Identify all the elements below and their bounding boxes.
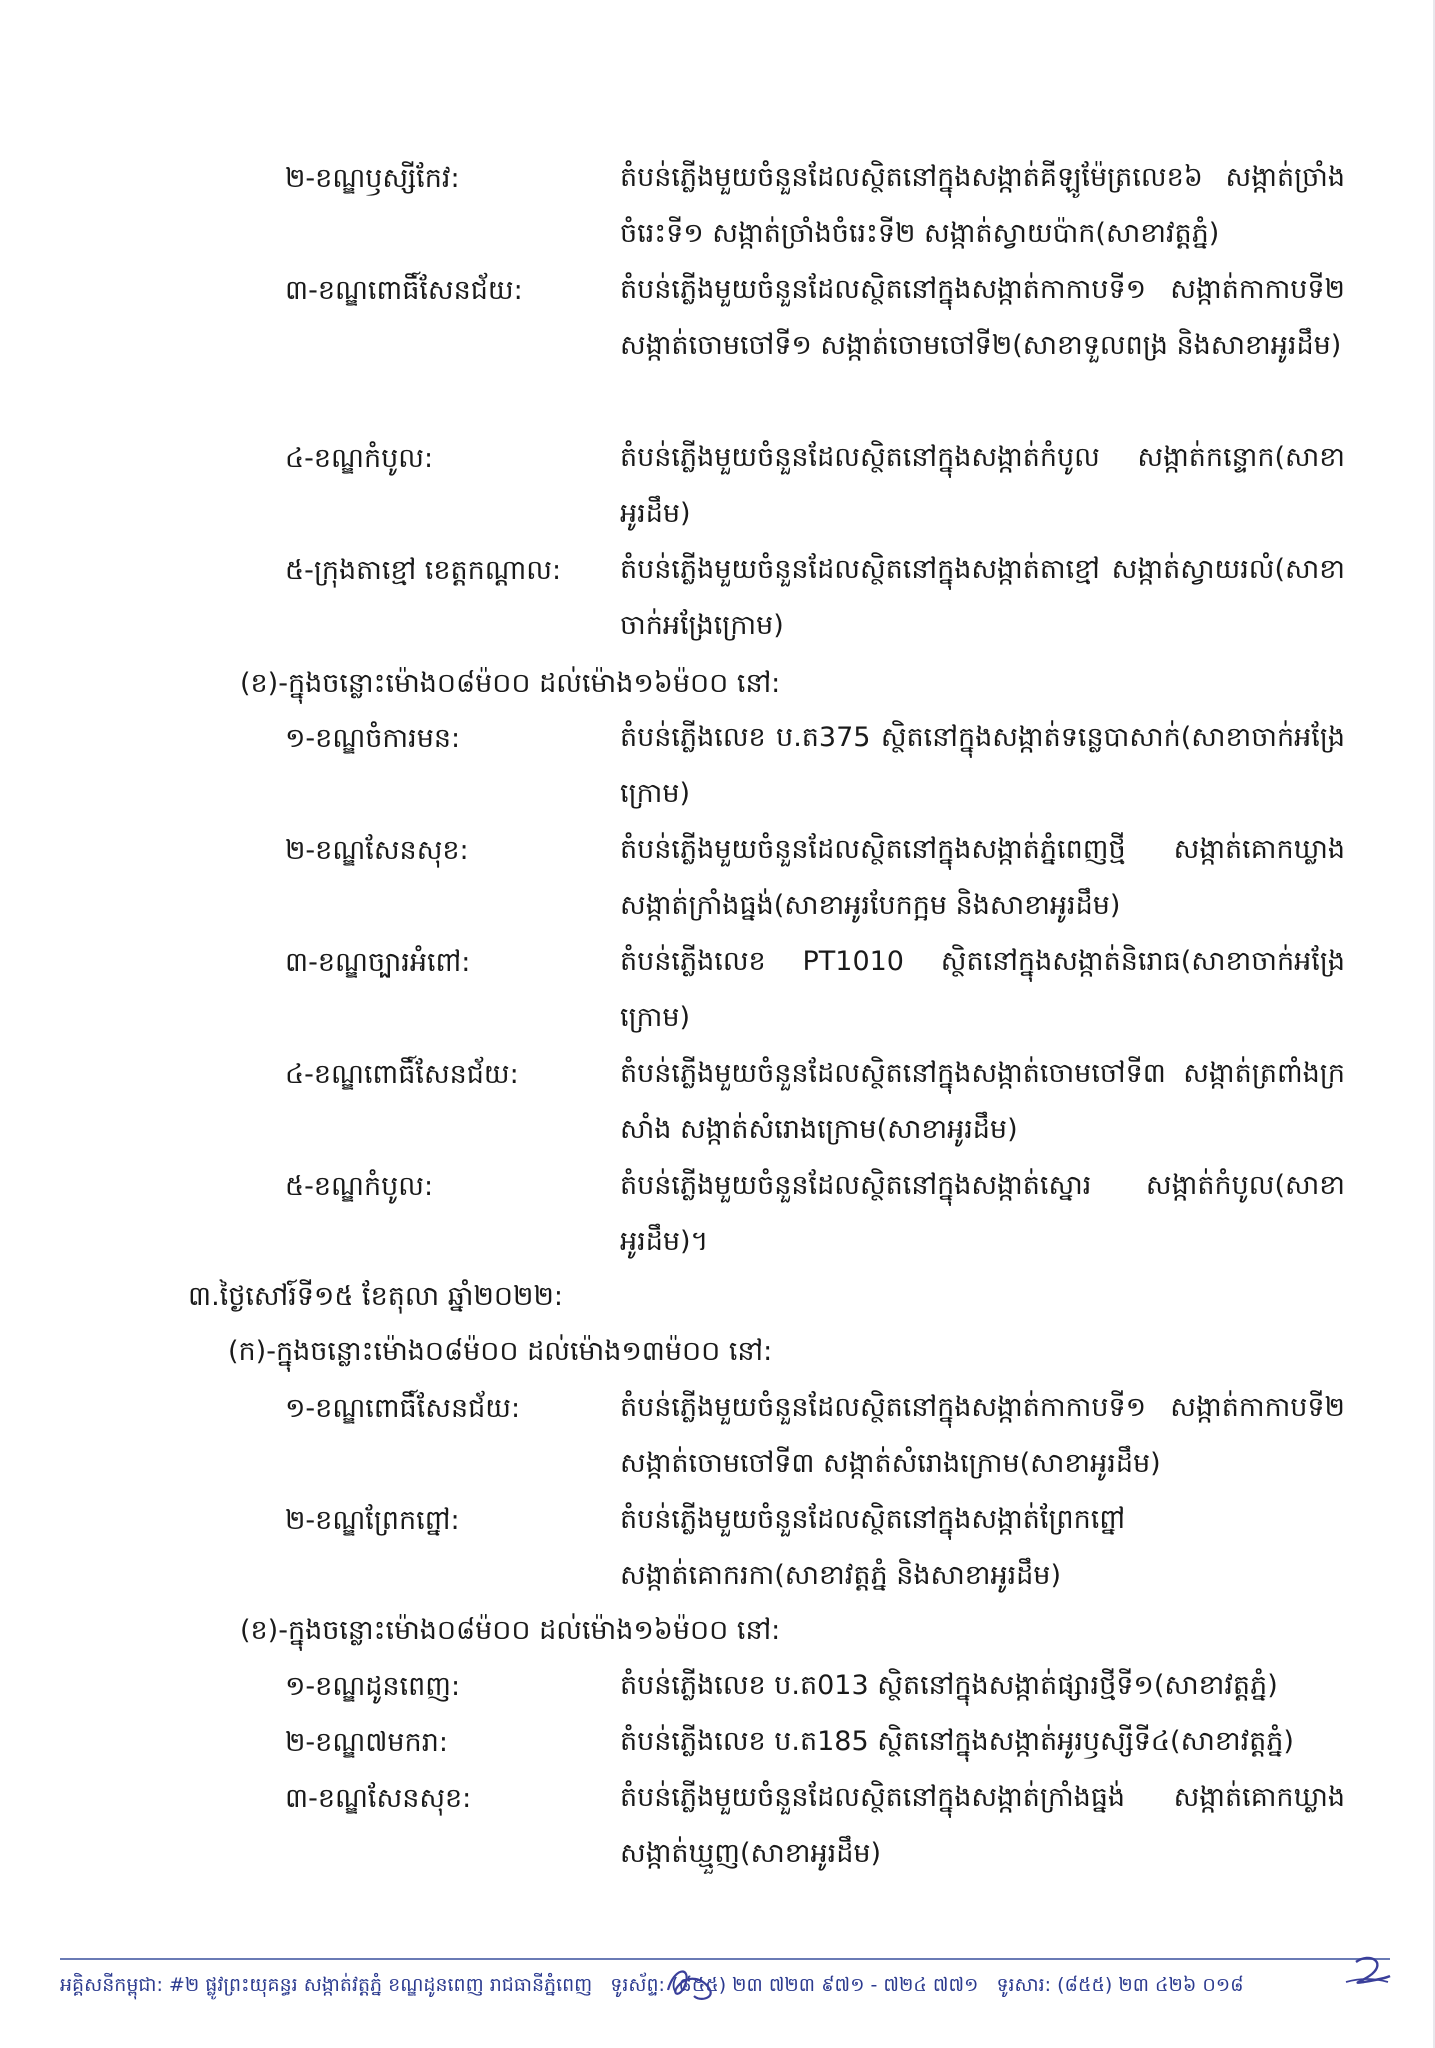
district-label: ៥-ខណ្ឌកំបូល: [285, 1171, 434, 1202]
district-label: ៣-ខណ្ឌសែនសុខ: [285, 1783, 472, 1814]
area-description: តំបន់ភ្លើងមួយចំនួនដែលស្ថិតនៅក្នុងសង្កាត់កាកាបទី១ សង្កាត់កាកាបទី២ សង្កាត់ចោមចៅទី១ សង្កាត់ចោមចៅទី២(សាខាទួលពង្រ និងសាខាអូរដឹម) [620, 274, 1345, 361]
district-label: ២-ខណ្ឌ៧មករា: [285, 1727, 448, 1758]
area-description: តំបន់ភ្លើងមួយចំនួនដែលស្ថិតនៅក្នុងសង្កាត់កាកាបទី១ សង្កាត់កាកាបទី២ សង្កាត់ចោមចៅទី៣ សង្កាត់សំរោងក្រោម(សាខាអូរដឹម) [620, 1392, 1345, 1479]
district-label: ១-ខណ្ឌដូនពេញ: [285, 1671, 461, 1702]
district-label: ៣-ខណ្ឌច្បារអំពៅ: [285, 947, 471, 978]
area-description: តំបន់ភ្លើងលេខ ប.ត185 ស្ថិតនៅក្នុងសង្កាត់អូរឫស្សីទី៤(សាខាវត្តភ្នំ) [620, 1726, 1294, 1757]
footer-fax: ទូរសារ: (៨៥៥) ២៣ ៤២៦ ០១៨ [996, 1974, 1244, 1996]
footer-divider [60, 1958, 1390, 1960]
area-description: តំបន់ភ្លើងមួយចំនួនដែលស្ថិតនៅក្នុងសង្កាត់តាខ្មៅ សង្កាត់ស្វាយរលំ(សាខាចាក់អង្រែក្រោម) [620, 554, 1345, 641]
area-description: តំបន់ភ្លើងមួយចំនួនដែលស្ថិតនៅក្នុងសង្កាត់ក្រាំងធ្នង់ សង្កាត់គោកឃ្លាង សង្កាត់ឃ្មួញ(សាខាអូរដឹម) [620, 1782, 1345, 1869]
area-description: តំបន់ភ្លើងមួយចំនួនដែលស្ថិតនៅក្នុងសង្កាត់គីឡូម៉ែត្រលេខ៦ សង្កាត់ច្រាំងចំរេះទី១ សង្កាត់ច្រាំងចំរេះទី២ សង្កាត់ស្វាយប៉ាក(សាខាវត្តភ្នំ) [620, 162, 1345, 249]
area-description: តំបន់ភ្លើងមួយចំនួនដែលស្ថិតនៅក្នុងសង្កាត់ភ្នំពេញថ្មី សង្កាត់គោកឃ្លាង សង្កាត់ក្រាំងធ្នង់(សាខាអូរបែកក្អម និងសាខាអូរដឹម) [620, 834, 1345, 921]
district-label: ៤-ខណ្ឌពោធិ៍សែនជ័យ: [285, 1059, 519, 1090]
area-description: តំបន់ភ្លើងមួយចំនួនដែលស្ថិតនៅក្នុងសង្កាត់ស្នោរ សង្កាត់កំបូល(សាខាអូរដឹម)។ [620, 1170, 1345, 1257]
district-label: ២-ខណ្ឌសែនសុខ: [285, 835, 469, 866]
district-label: ១-ខណ្ឌពោធិ៍សែនជ័យ: [285, 1393, 521, 1424]
district-label: ១-ខណ្ឌចំការមន: [285, 723, 461, 754]
footer-phone: ទូរស័ព្ទ: (៨៥៥) ២៣ ៧២៣ ៩៧១ - ៧២៤ ៧៧១ [610, 1974, 979, 1996]
area-description: តំបន់ភ្លើងលេខ ប.ត375 ស្ថិតនៅក្នុងសង្កាត់ទន្លេបាសាក់(សាខាចាក់អង្រែក្រោម) [620, 722, 1345, 809]
footer [60, 1968, 1390, 2002]
page-initial-mark-icon [1336, 1948, 1394, 1994]
district-label: ៥-ក្រុងតាខ្មៅ ខេត្តកណ្តាល: [285, 555, 562, 586]
area-description: តំបន់ភ្លើងលេខ PT1010 ស្ថិតនៅក្នុងសង្កាត់និរោធ(សាខាចាក់អង្រែក្រោម) [620, 946, 1345, 1033]
initials-signature-icon [660, 1960, 720, 2006]
day-heading: ៣.ថ្ងៃសៅរ៍ទី១៥ ខែតុលា ឆ្នាំ២០២២: [188, 1281, 563, 1312]
district-label: ៤-ខណ្ឌកំបូល: [285, 443, 434, 474]
area-description: តំបន់ភ្លើងមួយចំនួនដែលស្ថិតនៅក្នុងសង្កាត់កំបូល សង្កាត់កន្ទោក(សាខាអូរដឹម) [620, 442, 1345, 529]
district-label: ២-ខណ្ឌឫស្សីកែវ: [285, 163, 460, 194]
area-description: តំបន់ភ្លើងមួយចំនួនដែលស្ថិតនៅក្នុងសង្កាត់ព្រែកព្នៅ សង្កាត់គោករកា(សាខាវត្តភ្នំ និងសាខាអូរដឹម) [620, 1504, 1126, 1591]
footer-address: អគ្គិសនីកម្ពុជា: #២ ផ្លូវព្រះយុគន្ធរ សង្កាត់វត្តភ្នំ ខណ្ឌដូនពេញ រាជធានីភ្នំពេញ [60, 1974, 593, 1996]
time-range-heading: (ក)-ក្នុងចន្លោះម៉ោង០៨ម៉០០ ដល់ម៉ោង១៣ម៉០០ នៅ: [228, 1336, 773, 1367]
district-label: ២-ខណ្ឌព្រែកព្នៅ: [285, 1505, 460, 1536]
area-description: តំបន់ភ្លើងលេខ ប.ត013 ស្ថិតនៅក្នុងសង្កាត់ផ្សារថ្មីទី១(សាខាវត្តភ្នំ) [620, 1670, 1278, 1701]
time-range-heading: (ខ)-ក្នុងចន្លោះម៉ោង០៨ម៉០០ ដល់ម៉ោង១៦ម៉០០ នៅ: [240, 1615, 781, 1646]
area-description: តំបន់ភ្លើងមួយចំនួនដែលស្ថិតនៅក្នុងសង្កាត់ចោមចៅទី៣ សង្កាត់ត្រពាំងក្រសាំង សង្កាត់សំរោងក្រោម(សាខាអូរដឹម) [620, 1058, 1345, 1145]
time-range-heading: (ខ)-ក្នុងចន្លោះម៉ោង០៨ម៉០០ ដល់ម៉ោង១៦ម៉០០ នៅ: [240, 668, 781, 699]
district-label: ៣-ខណ្ឌពោធិ៍សែនជ័យ: [285, 275, 523, 306]
